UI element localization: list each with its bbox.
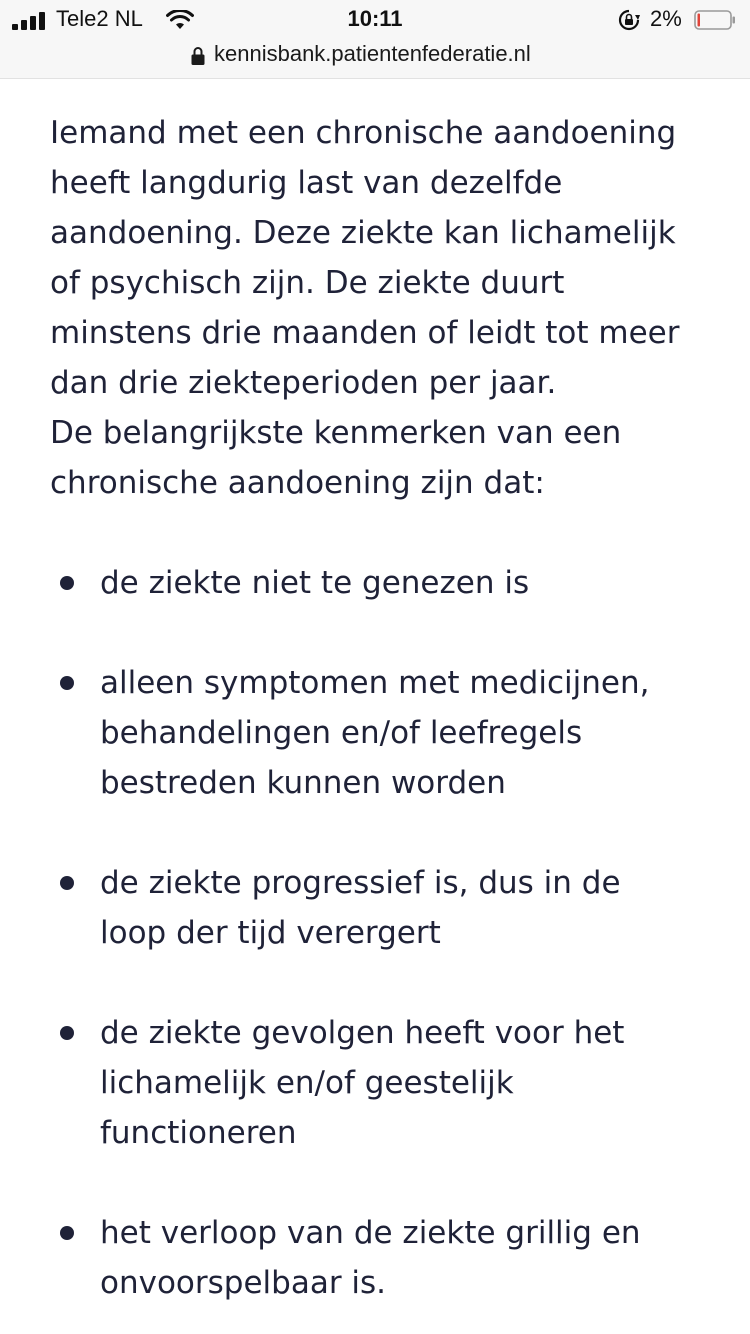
list-item bbox=[50, 1208, 710, 1308]
list-item bbox=[50, 658, 710, 808]
list-item-text: onvoorspelbaar is. bbox=[100, 1265, 387, 1301]
list-item-text: de ziekte niet te genezen is bbox=[100, 565, 530, 601]
intro-line: De belangrijkste kenmerken van een bbox=[50, 415, 622, 451]
lock-icon bbox=[190, 46, 206, 66]
list-item-text: alleen symptomen met medicijnen, bbox=[100, 665, 650, 701]
intro-line: minstens drie maanden of leidt tot meer bbox=[50, 315, 680, 351]
bullet-icon bbox=[60, 576, 74, 590]
list-item-text: lichamelijk en/of geestelijk bbox=[100, 1065, 514, 1101]
battery-icon bbox=[694, 10, 736, 30]
battery-percentage: 2% bbox=[650, 6, 682, 31]
list-item-text: de ziekte gevolgen heeft voor het bbox=[100, 1015, 625, 1051]
list-item bbox=[50, 558, 710, 608]
carrier-name: Tele2 NL bbox=[56, 6, 143, 31]
list-item-text: behandelingen en/of leefregels bbox=[100, 715, 583, 751]
bullet-icon bbox=[60, 1026, 74, 1040]
list-item-text: bestreden kunnen worden bbox=[100, 765, 506, 801]
intro-line: heeft langdurig last van dezelfde bbox=[50, 165, 563, 201]
list-item-text: de ziekte progressief is, dus in de bbox=[100, 865, 621, 901]
intro-paragraph bbox=[50, 108, 710, 508]
list-item-text: het verloop van de ziekte grillig en bbox=[100, 1215, 641, 1251]
list-item-text: loop der tijd verergert bbox=[100, 915, 441, 951]
characteristics-list bbox=[50, 558, 710, 1308]
intro-line: of psychisch zijn. De ziekte duurt bbox=[50, 265, 565, 301]
rotation-lock-icon bbox=[618, 9, 640, 31]
bullet-icon bbox=[60, 1226, 74, 1240]
status-time: 10:11 bbox=[347, 6, 403, 31]
article-content bbox=[50, 108, 710, 1334]
address-bar[interactable] bbox=[0, 40, 750, 79]
intro-line: Iemand met een chronische aandoening bbox=[50, 115, 677, 151]
list-item-text: functioneren bbox=[100, 1115, 297, 1151]
bullet-icon bbox=[60, 876, 74, 890]
status-bar bbox=[0, 0, 750, 40]
intro-line: dan drie ziekteperioden per jaar. bbox=[50, 365, 557, 401]
intro-line: aandoening. Deze ziekte kan lichamelijk bbox=[50, 215, 676, 251]
intro-line: chronische aandoening zijn dat: bbox=[50, 465, 545, 501]
list-item bbox=[50, 1008, 710, 1158]
bullet-icon bbox=[60, 676, 74, 690]
url-text[interactable]: kennisbank.patientenfederatie.nl bbox=[214, 41, 531, 66]
list-item bbox=[50, 858, 710, 958]
